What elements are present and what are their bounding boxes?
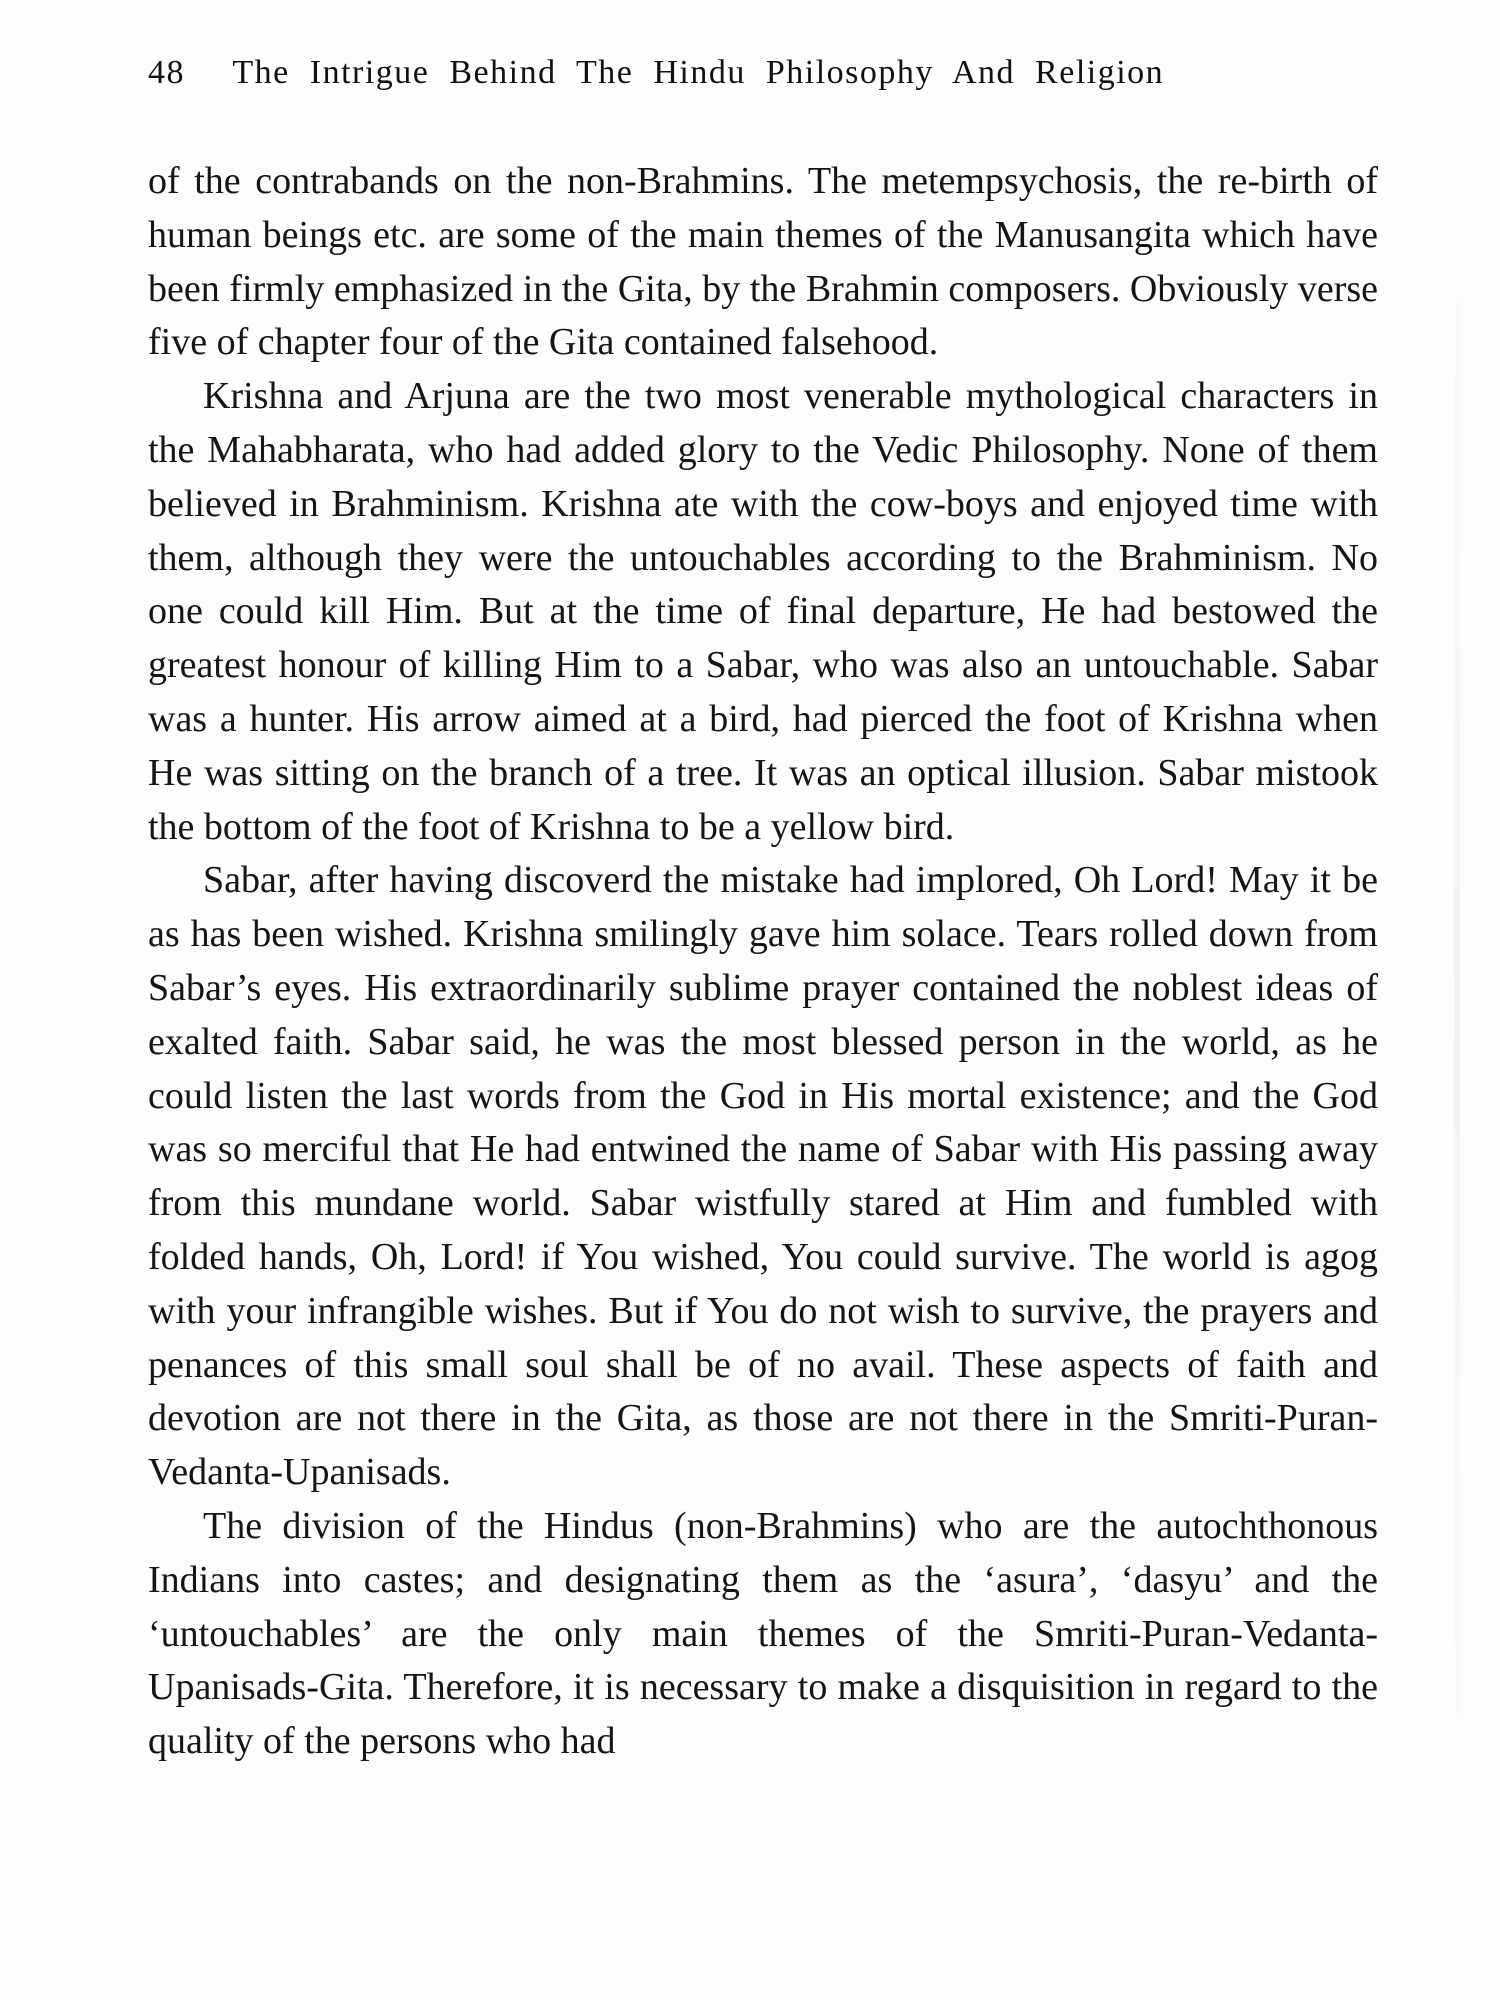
paragraph-krishna-arjuna: Krishna and Arjuna are the two most venerable mythological characters in the Mahabharata, who had added glory to the Vedic Philosophy. None of them believed in Brahminism. Krishna ate with the cow-boys and enjoyed time with them, although they were the untouchables according to the Brahminism. No one could kill Him. But at the time of final departure, He had bestowed the greatest honour of killing Him to a Sabar, who was also an untouchable. Sabar was a hunter. His arrow aimed at a bird, had pierced the foot of Krishna when He was sitting on the branch of a tree. It was an optical illusion. Sabar mistook the bottom of the foot of Krishna to be a yellow bird.: [148, 375, 1378, 848]
paragraph-division-castes: The division of the Hindus (non-Brahmins) who are the autochthonous Indians into castes; and designating them as the ‘asura’, ‘dasyu’ and the ‘untouchables’ are the only main themes of the Smriti-Puran-Vedanta-Upanisads-Gita. Therefore, it is necessary to make a disquisition in regard to the quality of the persons who had: [148, 1504, 1378, 1763]
paragraph-sabar-prayer: Sabar, after having discoverd the mistake had implored, Oh Lord! May it be as has been wished. Krishna smilingly gave him solace. Tears rolled down from Sabar’s eyes. His extraordinarily sublime prayer contained the noblest ideas of exalted faith. Sabar said, he was the most blessed person in the world, as he could listen the last words from the God in His mortal existence; and the God was so merciful that He had entwined the name of Sabar with His passing away from this mundane world. Sabar wistfully stared at Him and fumbled with folded hands, Oh, Lord! if You wished, You could survive. The world is agog with your infrangible wishes. But if You do not wish to survive, the prayers and penances of this small soul shall be of no avail. These aspects of faith and devotion are not there in the Gita, as those are not there in the Smriti-Puran-Vedanta-Upanisads.: [148, 859, 1378, 1494]
running-title: The Intrigue Behind The Hindu Philosophy And Religion: [232, 54, 1165, 91]
running-head: [148, 54, 1298, 92]
page-number: 48: [148, 54, 185, 91]
page-edge-shadow: [1454, 160, 1460, 1860]
body-text: [148, 155, 1378, 1769]
paragraph-continued: of the contrabands on the non-Brahmins. The metempsychosis, the re-birth of human beings etc. are some of the main themes of the Manusangita which have been firmly emphasized in the Gita, by the Brahmin composers. Obviously verse five of chapter four of the Gita contained falsehood.: [148, 160, 1378, 364]
